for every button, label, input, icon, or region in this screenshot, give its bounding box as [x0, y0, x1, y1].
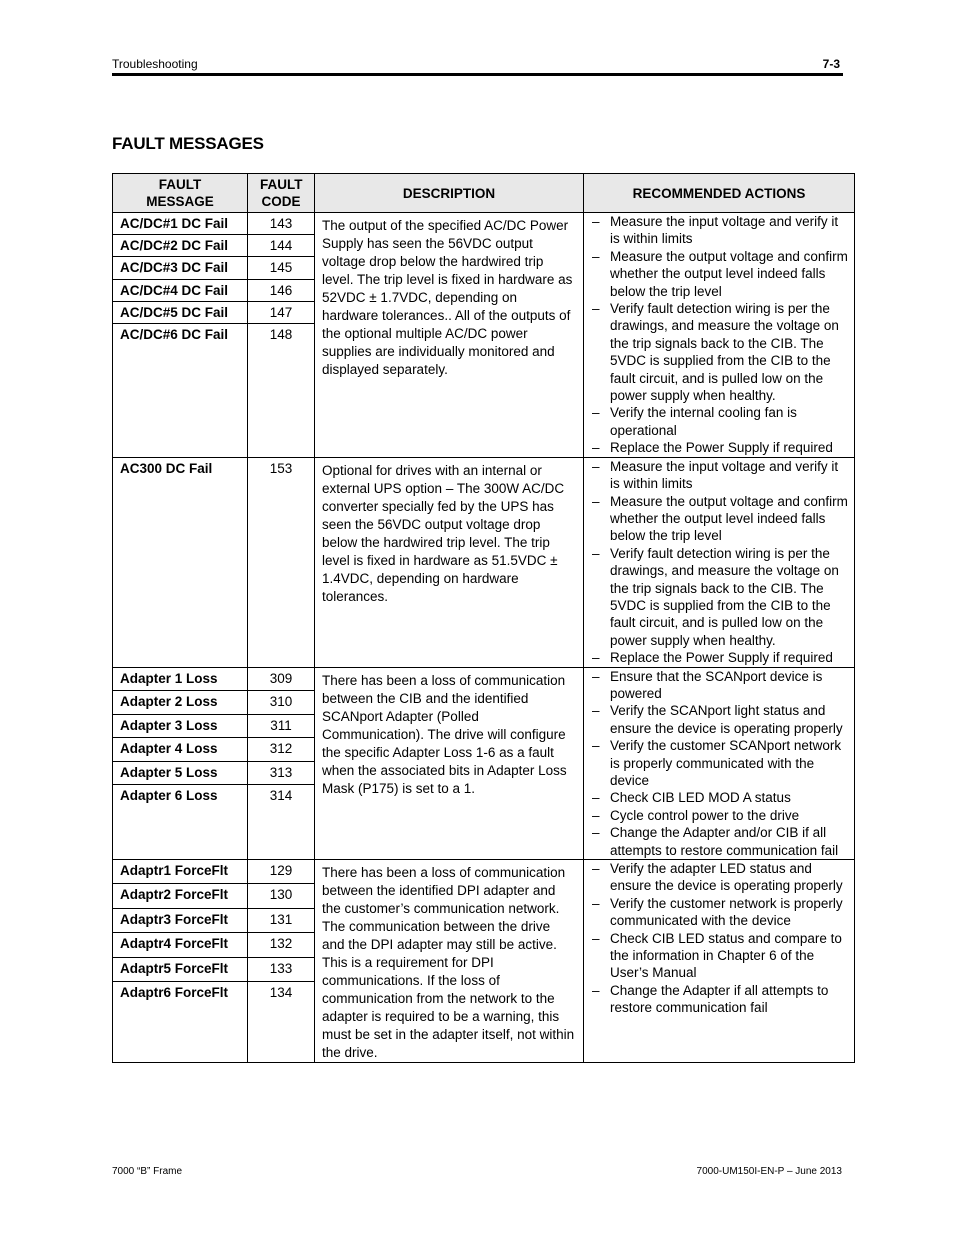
- fault-code: 314: [248, 785, 315, 860]
- fault-code: 133: [248, 957, 315, 981]
- fault-code: 148: [248, 324, 315, 458]
- col-header-recommended-actions: RECOMMENDED ACTIONS: [584, 174, 855, 213]
- fault-code: 132: [248, 933, 315, 957]
- fault-message: AC/DC#1 DC Fail: [113, 213, 248, 235]
- header-rule: [112, 73, 843, 76]
- fault-message: AC/DC#2 DC Fail: [113, 235, 248, 257]
- action-list: [592, 458, 850, 667]
- fault-code: 134: [248, 981, 315, 1062]
- fault-message: Adapter 3 Loss: [113, 714, 248, 738]
- action-list: [592, 860, 850, 1017]
- fault-description: The output of the specified AC/DC Power Supply has seen the 56VDC output voltage drop below the hardwired trip level. The trip level is fixed in hardware as 52VDC ± 1.7VDC, depending on hardware tolerances.. All of the outputs of the optional multiple AC/DC power supplies are individually monitored and displayed separately.: [315, 213, 584, 458]
- col-header-fault-code: FAULT CODE: [248, 174, 315, 213]
- action-list: [592, 213, 850, 457]
- action-item: – Replace the Power Supply if required: [592, 439, 850, 456]
- fault-message: Adapter 6 Loss: [113, 785, 248, 860]
- fault-code: 153: [248, 457, 315, 667]
- recommended-actions: [584, 457, 855, 667]
- fault-code: 311: [248, 714, 315, 738]
- fault-message: Adapter 2 Loss: [113, 691, 248, 715]
- fault-message: Adapter 1 Loss: [113, 667, 248, 691]
- action-item: – Change the Adapter and/or CIB if all attempts to restore communication fail: [592, 824, 850, 859]
- table-row: [113, 213, 855, 235]
- fault-message: AC/DC#4 DC Fail: [113, 279, 248, 301]
- fault-message: Adapter 5 Loss: [113, 761, 248, 785]
- recommended-actions: [584, 213, 855, 458]
- action-item: – Replace the Power Supply if required: [592, 649, 850, 666]
- action-item: – Ensure that the SCANport device is powered: [592, 668, 850, 703]
- page-number: 7-3: [822, 57, 840, 71]
- fault-message: Adaptr5 ForceFlt: [113, 957, 248, 981]
- table-row: [113, 667, 855, 691]
- action-item: – Check CIB LED status and compare to the information in Chapter 6 of the User’s Manual: [592, 930, 850, 982]
- action-item: – Change the Adapter if all attempts to restore communication fail: [592, 982, 850, 1017]
- fault-message: Adaptr4 ForceFlt: [113, 933, 248, 957]
- fault-message: AC300 DC Fail: [113, 457, 248, 667]
- recommended-actions: [584, 667, 855, 859]
- fault-message: Adaptr6 ForceFlt: [113, 981, 248, 1062]
- fault-description: Optional for drives with an internal or external UPS option – The 300W AC/DC converter specially fed by the UPS has seen the 56VDC output voltage drop below the hardwired trip level. The trip level is fixed in hardware as 51.5VDC ± 1.4VDC, depending on hardware tolerances.: [315, 457, 584, 667]
- fault-description: There has been a loss of communication between the CIB and the identified SCANport Adapter (Polled Communication). The drive will configure the specific Adapter Loss 1-6 as a fault when the associated bits in Adapter Loss Mask (P175) is set to a 1.: [315, 667, 584, 859]
- table-row: [113, 860, 855, 884]
- fault-description: There has been a loss of communication between the identified DPI adapter and the customer’s communication network. The communication between the drive and the DPI adapter may still be active. This is a requirement for DPI communications. If the loss of communication from the network to the adapter is required to be a warning, this must be set in the adapter itself, not within the drive.: [315, 860, 584, 1063]
- col-header-description: DESCRIPTION: [315, 174, 584, 213]
- header-section: Troubleshooting: [112, 57, 198, 71]
- action-item: – Measure the input voltage and verify it is within limits: [592, 213, 850, 248]
- action-item: – Measure the output voltage and confirm whether the output level indeed falls below the trip level: [592, 248, 850, 300]
- col-header-fault-message: FAULT MESSAGE: [113, 174, 248, 213]
- action-item: – Verify fault detection wiring is per the drawings, and measure the voltage on the trip signals back to the CIB. The 5VDC is supplied from the CIB to the fault circuit, and is pulled low on the power supply when healthy.: [592, 300, 850, 404]
- fault-code: 130: [248, 884, 315, 908]
- fault-code: 131: [248, 908, 315, 932]
- action-item: – Verify the adapter LED status and ensure the device is operating properly: [592, 860, 850, 895]
- fault-code: 147: [248, 301, 315, 323]
- recommended-actions: [584, 860, 855, 1063]
- fault-code: 312: [248, 738, 315, 762]
- action-item: – Measure the output voltage and confirm whether the output level indeed falls below the trip level: [592, 493, 850, 545]
- fault-table: [112, 173, 855, 1063]
- action-item: – Cycle control power to the drive: [592, 807, 850, 824]
- fault-message: Adapter 4 Loss: [113, 738, 248, 762]
- fault-code: 145: [248, 257, 315, 279]
- fault-code: 144: [248, 235, 315, 257]
- footer-frame: 7000 “B” Frame: [112, 1166, 183, 1177]
- fault-code: 313: [248, 761, 315, 785]
- fault-code: 310: [248, 691, 315, 715]
- action-item: – Verify the internal cooling fan is operational: [592, 404, 850, 439]
- action-item: – Verify the SCANport light status and ensure the device is operating properly: [592, 702, 850, 737]
- fault-message: AC/DC#6 DC Fail: [113, 324, 248, 458]
- action-list: [592, 668, 850, 859]
- action-item: – Check CIB LED MOD A status: [592, 789, 850, 806]
- fault-code: 143: [248, 213, 315, 235]
- fault-code: 146: [248, 279, 315, 301]
- fault-message: Adaptr1 ForceFlt: [113, 860, 248, 884]
- fault-message: AC/DC#3 DC Fail: [113, 257, 248, 279]
- fault-message: AC/DC#5 DC Fail: [113, 301, 248, 323]
- footer-doc-id: 7000-UM150I-EN-P – June 2013: [696, 1166, 842, 1177]
- fault-code: 129: [248, 860, 315, 884]
- table-row: [113, 457, 855, 667]
- fault-message: Adaptr3 ForceFlt: [113, 908, 248, 932]
- table-header-row: [113, 174, 855, 213]
- action-item: – Verify fault detection wiring is per the drawings, and measure the voltage on the trip signals back to the CIB. The 5VDC is supplied from the CIB to the fault circuit, and is pulled low on the power supply when healthy.: [592, 545, 850, 649]
- page-title: FAULT MESSAGES: [112, 134, 264, 153]
- action-item: – Verify the customer SCANport network is properly communicated with the device: [592, 737, 850, 789]
- fault-message: Adaptr2 ForceFlt: [113, 884, 248, 908]
- fault-code: 309: [248, 667, 315, 691]
- action-item: – Verify the customer network is properly communicated with the device: [592, 895, 850, 930]
- action-item: – Measure the input voltage and verify it is within limits: [592, 458, 850, 493]
